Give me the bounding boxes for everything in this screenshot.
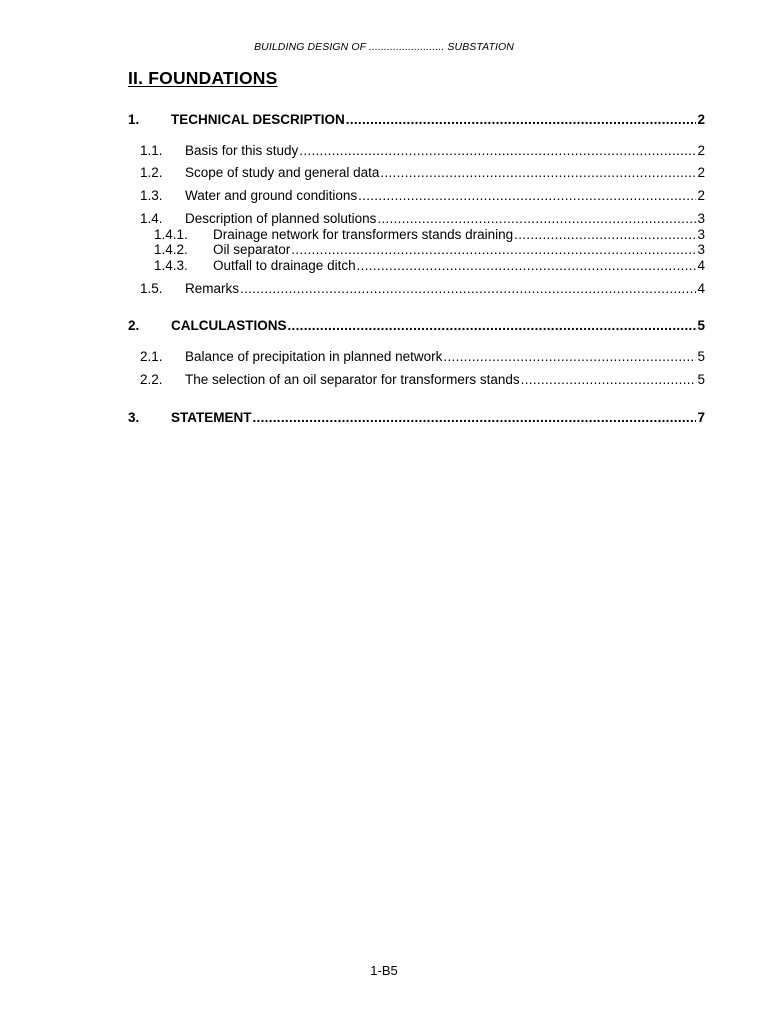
dot-leader xyxy=(240,281,696,297)
toc-entry-text: Scope of study and general data xyxy=(185,165,380,180)
toc-entry-statement[interactable] xyxy=(128,410,705,426)
dot-leader xyxy=(346,112,697,128)
toc-entry-page: 4 xyxy=(697,258,705,273)
dot-leader xyxy=(299,143,696,159)
toc-entry-page: 2 xyxy=(697,112,705,127)
toc-entry-page: 4 xyxy=(697,281,705,296)
toc-entry-basis-for-study[interactable] xyxy=(128,143,705,159)
toc-entry-text: CALCULASTIONS xyxy=(171,318,287,333)
toc-entry-scope-of-study[interactable] xyxy=(128,165,705,181)
toc-entry-number: 1.4.1. xyxy=(154,227,188,242)
toc-entry-number: 1.5. xyxy=(140,281,163,296)
toc-entry-number: 1.3. xyxy=(140,188,163,203)
dot-leader xyxy=(253,410,697,426)
toc-entry-number: 3. xyxy=(128,410,140,425)
toc-entry-page: 5 xyxy=(697,318,705,333)
dot-leader xyxy=(514,227,696,243)
toc-entry-page: 2 xyxy=(697,165,705,180)
toc-entry-text: Balance of precipitation in planned network xyxy=(185,349,443,364)
toc-entry-page: 5 xyxy=(697,372,705,387)
toc-entry-outfall-drainage-ditch[interactable] xyxy=(128,258,705,274)
toc-entry-number: 1. xyxy=(128,112,140,127)
dot-leader xyxy=(380,165,696,181)
toc-entry-page: 5 xyxy=(697,349,705,364)
toc-entry-number: 2.1. xyxy=(140,349,163,364)
toc-entry-text: Description of planned solutions xyxy=(185,211,377,226)
toc-entry-number: 1.1. xyxy=(140,143,163,158)
toc-entry-drainage-network[interactable] xyxy=(128,227,705,243)
toc-entry-technical-description[interactable] xyxy=(128,112,705,128)
toc-entry-text: Drainage network for transformers stands draining xyxy=(213,227,514,242)
dot-leader xyxy=(357,258,697,274)
page-number: 1-B5 xyxy=(370,963,398,978)
toc-entry-page: 7 xyxy=(697,410,705,425)
toc-entry-page: 3 xyxy=(697,242,705,257)
toc-entry-planned-solutions[interactable] xyxy=(128,211,705,227)
toc-entry-remarks[interactable] xyxy=(128,281,705,297)
toc-entry-text: Outfall to drainage ditch xyxy=(213,258,356,273)
dot-leader xyxy=(521,372,697,388)
toc-entry-page: 3 xyxy=(697,211,705,226)
toc-entry-balance-of-precipitation[interactable] xyxy=(128,349,705,365)
toc-entry-number: 1.2. xyxy=(140,165,163,180)
toc-entry-page: 3 xyxy=(697,227,705,242)
toc-entry-number: 2. xyxy=(128,318,140,333)
toc-entry-text: TECHNICAL DESCRIPTION xyxy=(171,112,345,127)
toc-entry-page: 2 xyxy=(697,188,705,203)
toc-entry-oil-separator-selection[interactable] xyxy=(128,372,705,388)
toc-entry-calculastions[interactable] xyxy=(128,318,705,334)
section-title: II. FOUNDATIONS xyxy=(128,68,278,88)
toc-entry-oil-separator[interactable] xyxy=(128,242,705,258)
toc-entry-number: 1.4. xyxy=(140,211,163,226)
toc-entry-number: 1.4.3. xyxy=(154,258,188,273)
running-header: BUILDING DESIGN OF ......................... SUBSTATION xyxy=(254,41,514,53)
dot-leader xyxy=(443,349,696,365)
toc-entry-text: Basis for this study xyxy=(185,143,299,158)
dot-leader xyxy=(358,188,696,204)
toc-entry-text: Remarks xyxy=(185,281,240,296)
toc-entry-number: 1.4.2. xyxy=(154,242,188,257)
toc-entry-water-ground-conditions[interactable] xyxy=(128,188,705,204)
toc-entry-text: The selection of an oil separator for transformers stands xyxy=(185,372,520,387)
dot-leader xyxy=(288,318,697,334)
toc-entry-text: STATEMENT xyxy=(171,410,252,425)
toc-entry-text: Water and ground conditions xyxy=(185,188,358,203)
toc-entry-text: Oil separator xyxy=(213,242,291,257)
toc-entry-number: 2.2. xyxy=(140,372,163,387)
toc-entry-page: 2 xyxy=(697,143,705,158)
dot-leader xyxy=(291,242,696,258)
dot-leader xyxy=(377,211,696,227)
